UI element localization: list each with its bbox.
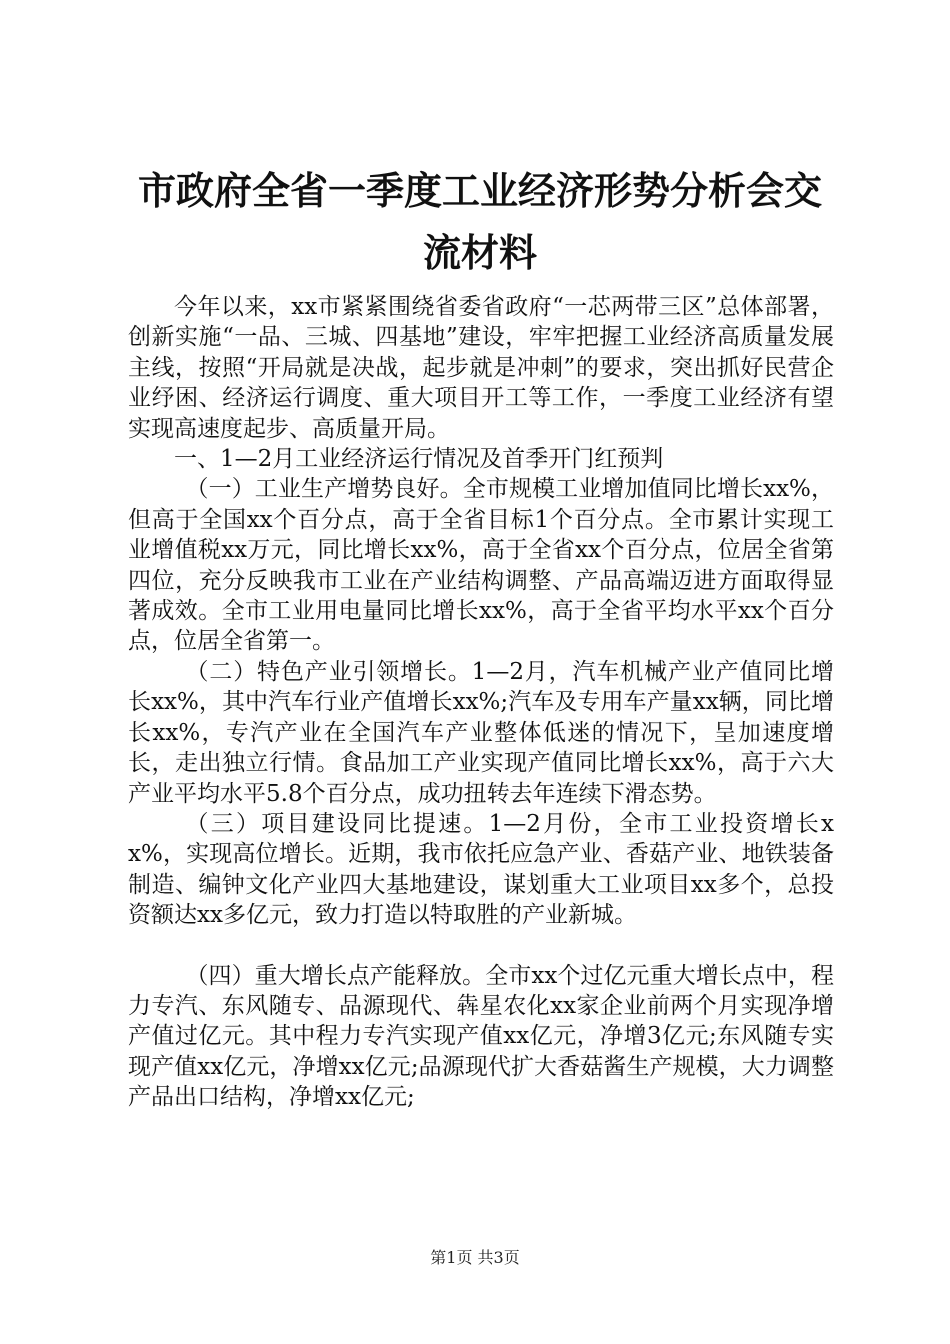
section-heading-1: 一、1—2月工业经济运行情况及首季开门红预判 (174, 446, 664, 473)
paragraph-project-construction: （三）项目建设同比提速。1—2月份，全市工业投资增长xx%，实现高位增长。近期，我市依托应急产业、香菇产业、地铁装备制造、编钟文化产业四大基地建设，谋划重大工业项目xx多个，总投资额达xx多亿元，致力打造以特取胜的产业新城。 (128, 810, 834, 929)
paragraph-growth-points: （四）重大增长点产能释放。全市xx个过亿元重大增长点中，程力专汽、东风随专、品源现代、犇星农化xx家企业前两个月实现净增产值过亿元。其中程力专汽实现产值xx亿元，净增3亿元;东风随专实现产值xx亿元，净增xx亿元;品源现代扩大香菇酱生产规模，大力调整产品出口结构，净增xx亿元; (128, 962, 834, 1111)
document-body (128, 292, 834, 1113)
page-number-footer: 第1页 共3页 (430, 1248, 520, 1267)
paragraph-intro: 今年以来，xx市紧紧围绕省委省政府“一芯两带三区”总体部署，创新实施“一品、三城、四基地”建设，牢牢把握工业经济高质量发展主线，按照“开局就是决战，起步就是冲刺”的要求，突出抓好民营企业纾困、经济运行调度、重大项目开工等工作，一季度工业经济有望实现高速度起步、高质量开局。 (128, 294, 834, 442)
paragraph-industrial-production: （一）工业生产增势良好。全市规模工业增加值同比增长xx%，但高于全国xx个百分点，高于全省目标1个百分点。全市累计实现工业增值税xx万元，同比增长xx%，高于全省xx个百分点，位居全省第四位，充分反映我市工业在产业结构调整、产品高端迈进方面取得显著成效。全市工业用电量同比增长xx%，高于全省平均水平xx个百分点，位居全省第一。 (128, 476, 834, 655)
paragraph-gap (128, 931, 834, 961)
document-title: 市政府全省一季度工业经济形势分析会交流材料 (137, 168, 822, 275)
paragraph-featured-industries: （二）特色产业引领增长。1—2月，汽车机械产业产值同比增长xx%，其中汽车行业产值增长xx%;汽车及专用车产量xx辆，同比增长xx%，专汽产业在全国汽车产业整体低迷的情况下，呈加速度增长，走出独立行情。食品加工产业实现产值同比增长xx%，高于六大产业平均水平5.8个百分点，成功扭转去年连续下滑态势。 (128, 658, 834, 807)
